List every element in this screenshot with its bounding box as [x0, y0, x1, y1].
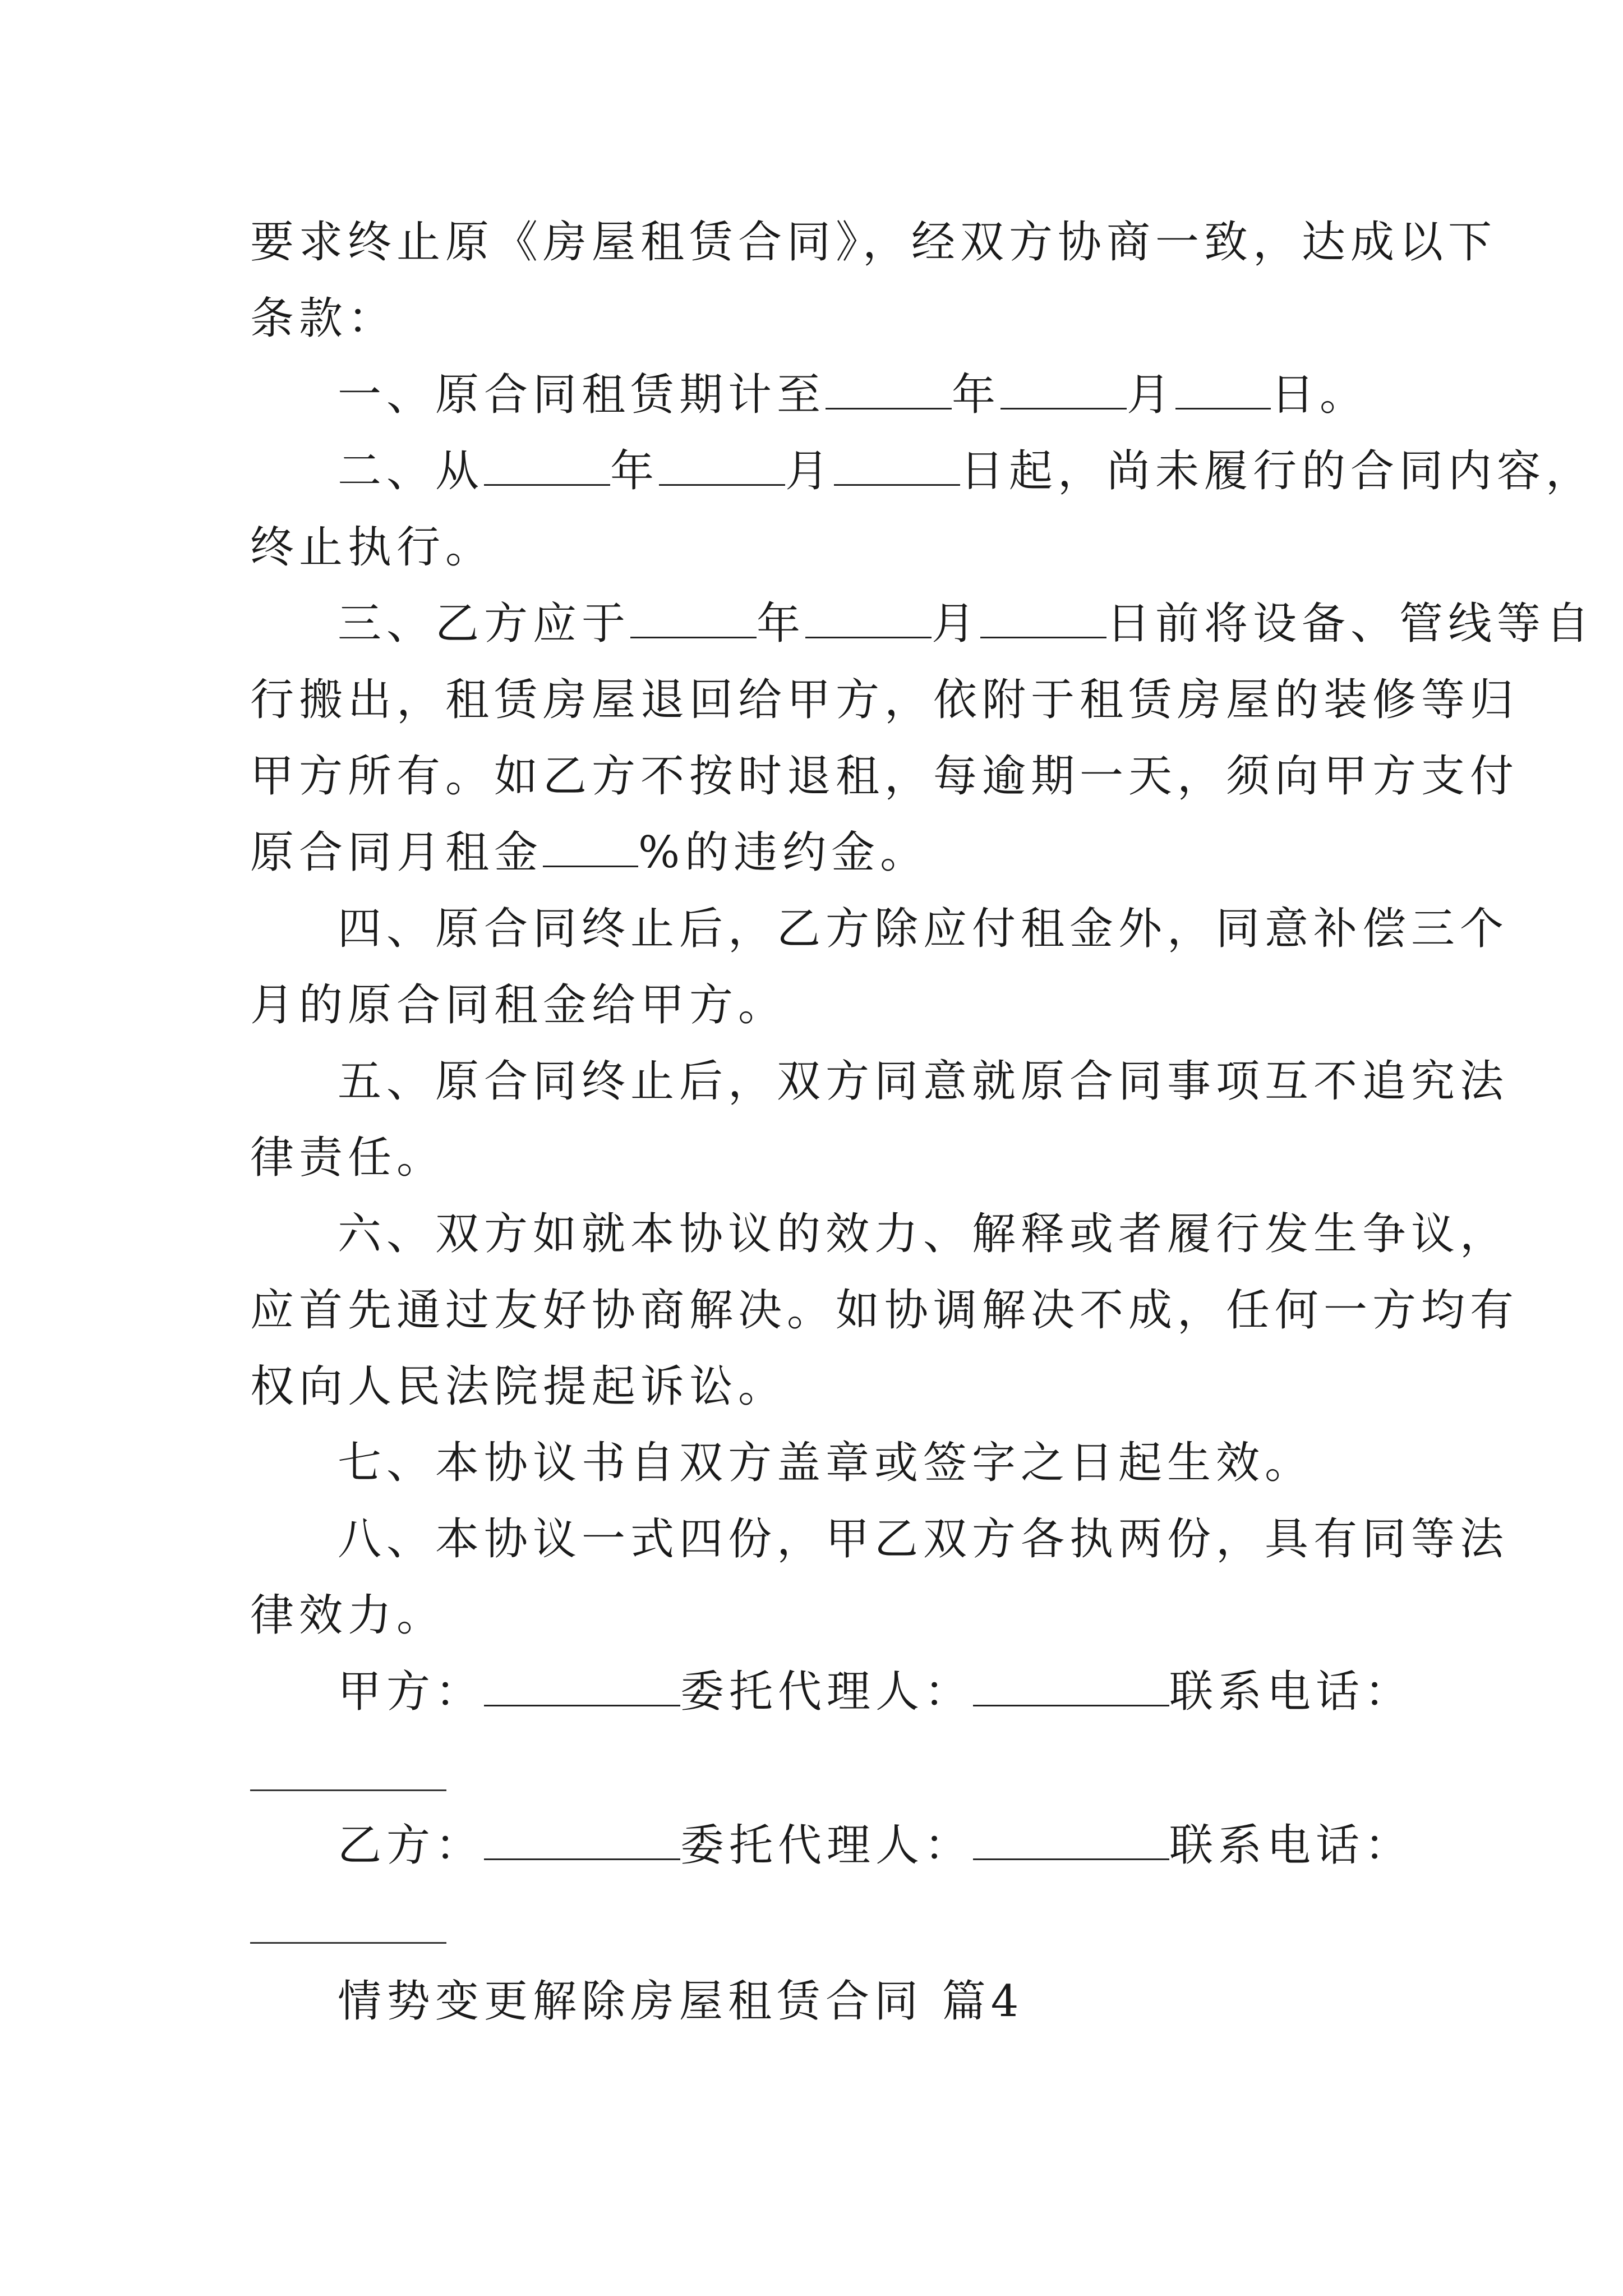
- clause-3-line-1: [338, 596, 1594, 652]
- blank-day: [1175, 369, 1271, 409]
- clause-2-suffix: 日起，尚未履行的合同内容，: [960, 446, 1595, 496]
- blank-percent: [543, 826, 638, 867]
- blank-year: [630, 597, 757, 638]
- clause-5-line-1: 五、原合同终止后，双方同意就原合同事项互不追究法: [338, 1056, 1509, 1107]
- clause-1-prefix: 一、原合同租赁期计至: [338, 370, 826, 420]
- blank-party-b: [484, 1819, 680, 1860]
- clause-3-line-4-prefix: 原合同月租金: [250, 827, 543, 878]
- intro-line-2: 条款：: [250, 293, 397, 344]
- party-a-agent-label: 委托代理人：: [680, 1667, 974, 1717]
- clause-3-month: 月: [932, 599, 981, 649]
- party-b-phone-label: 联系电话：: [1169, 1820, 1414, 1871]
- blank-party-a-agent: [973, 1665, 1169, 1706]
- clause-1-month: 月: [1127, 370, 1176, 420]
- party-b-label: 乙方：: [338, 1820, 485, 1871]
- blank-month: [1000, 369, 1127, 409]
- blank-day: [834, 445, 960, 486]
- party-a-signature-line: [338, 1664, 1413, 1720]
- clause-7-line-1: 七、本协议书自双方盖章或签字之日起生效。: [338, 1438, 1314, 1488]
- clause-1-year: 年: [952, 370, 1001, 420]
- blank-month: [659, 445, 785, 486]
- blank-day: [980, 597, 1106, 638]
- party-b-phone-blank: [250, 1942, 446, 1944]
- party-b-agent-label: 委托代理人：: [680, 1820, 974, 1871]
- blank-month: [805, 597, 932, 638]
- clause-2-month: 月: [785, 446, 834, 496]
- clause-4-line-1: 四、原合同终止后，乙方除应付租金外，同意补偿三个: [338, 904, 1509, 954]
- clause-2-year: 年: [610, 446, 660, 496]
- party-a-phone-blank: [250, 1789, 446, 1791]
- clause-3-line-2: 行搬出，租赁房屋退回给甲方，依附于租赁房屋的装修等归: [250, 675, 1519, 725]
- clause-2-line-1: [338, 443, 1594, 499]
- clause-8-line-2: 律效力。: [250, 1590, 446, 1641]
- intro-line-1: 要求终止原《房屋租赁合同》，经双方协商一致，达成以下: [250, 217, 1497, 268]
- clause-3-line-4: [250, 825, 929, 881]
- blank-party-a: [484, 1665, 680, 1706]
- clause-2-prefix: 二、从: [338, 446, 485, 496]
- clause-1-day: 日。: [1271, 370, 1369, 420]
- clause-8-line-1: 八、本协议一式四份，甲乙双方各执两份，具有同等法: [338, 1514, 1509, 1565]
- clause-6-line-3: 权向人民法院提起诉讼。: [250, 1361, 787, 1412]
- party-b-signature-line: [338, 1818, 1413, 1874]
- party-a-label: 甲方：: [338, 1667, 485, 1717]
- clause-3-prefix: 三、乙方应于: [338, 599, 631, 649]
- next-section-title: 情势变更解除房屋租赁合同 篇4: [338, 1976, 1024, 2027]
- clause-6-line-1: 六、双方如就本协议的效力、解释或者履行发生争议，: [338, 1209, 1509, 1259]
- clause-5-line-2: 律责任。: [250, 1133, 446, 1183]
- clause-3-line-4-suffix: %的违约金。: [638, 827, 929, 878]
- clause-6-line-2: 应首先通过友好协商解决。如协调解决不成，任何一方均有: [250, 1285, 1519, 1336]
- clause-3-line-3: 甲方所有。如乙方不按时退租，每逾期一天，须向甲方支付: [250, 751, 1519, 802]
- blank-year: [826, 369, 952, 409]
- clause-4-line-2: 月的原合同租金给甲方。: [250, 980, 787, 1030]
- clause-2-line-2: 终止执行。: [250, 522, 495, 573]
- clause-3-suffix: 日前将设备、管线等自: [1106, 599, 1595, 649]
- clause-1: [338, 367, 1368, 423]
- blank-year: [484, 445, 610, 486]
- blank-party-b-agent: [973, 1819, 1169, 1860]
- party-a-phone-label: 联系电话：: [1169, 1667, 1414, 1717]
- clause-3-year: 年: [757, 599, 806, 649]
